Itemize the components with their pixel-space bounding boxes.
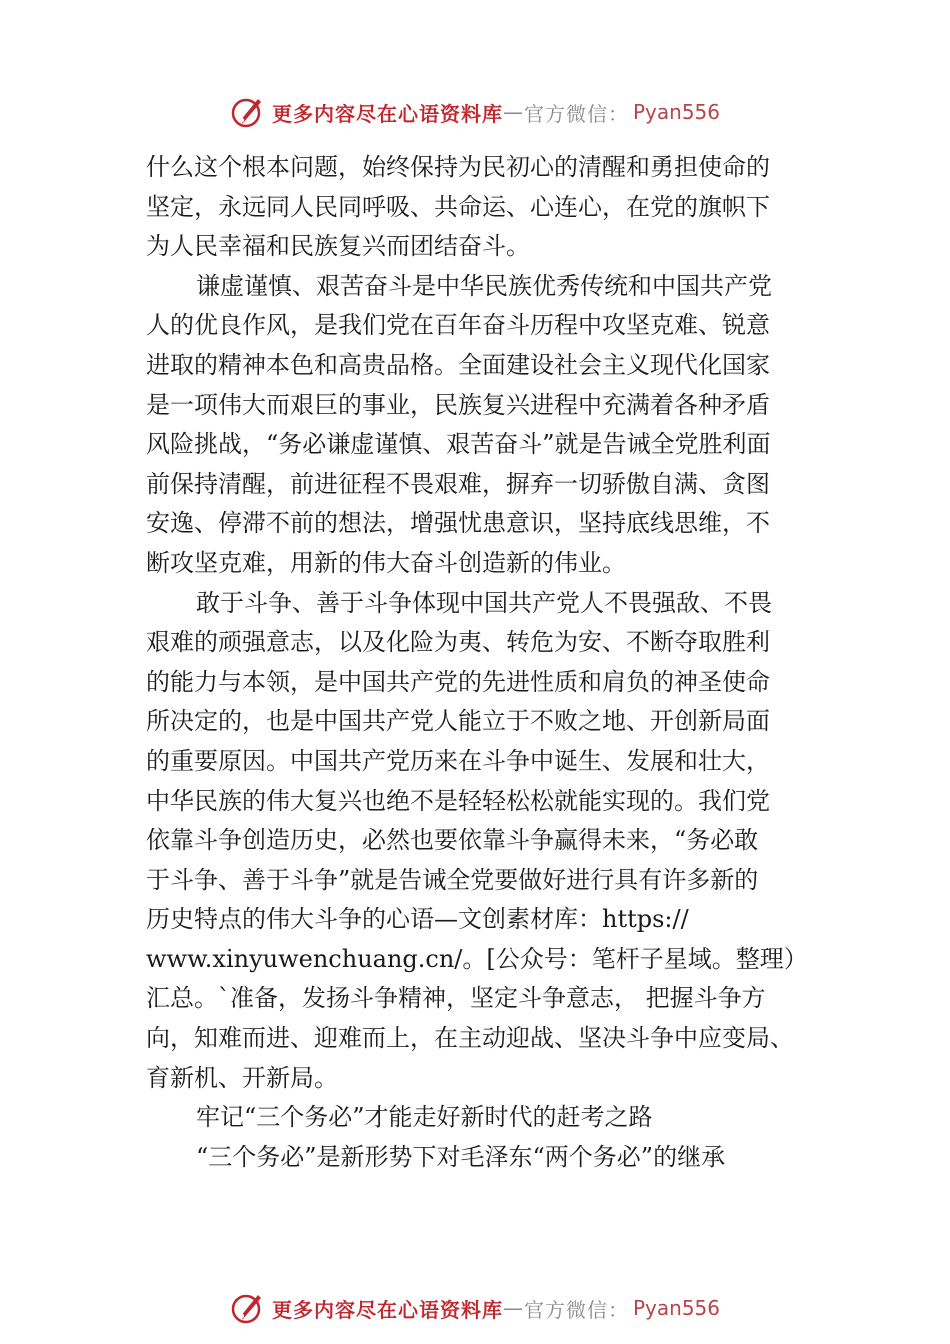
text-line: 安逸、停滞不前的想法，增强忧患意识，坚持底线思维，不 (146, 509, 770, 538)
text-line: “三个务必”是新形势下对毛泽东“两个务必”的继承 (196, 1142, 726, 1171)
banner-wechat-id: Pyan556 (632, 100, 720, 124)
text-line: 的重要原因。中国共产党历来在斗争中诞生、发展和壮大， (146, 746, 770, 775)
text-line: 艰难的顽强意志，以及化险为夷、转危为安、不断夺取胜利 (146, 628, 770, 657)
text-line: 敢于斗争、善于斗争体现中国共产党人不畏强敌、不畏 (196, 588, 772, 617)
text-line: 坚定，永远同人民同呼吸、共命运、心连心，在党的旗帜下 (146, 192, 770, 221)
text-line: 汇总。`准备，发扬斗争精神，坚定斗争意志， 把握斗争方 (146, 984, 766, 1013)
text-line: 人的优良作风，是我们党在百年奋斗历程中攻坚克难、锐意 (146, 311, 770, 340)
text-line: www.xinyuwenchuang.cn/。[公众号：笔杆子星域。整理） (146, 944, 808, 973)
text-line: 中华民族的伟大复兴也绝不是轻轻松松就能实现的。我们党 (146, 786, 770, 815)
text-line: 于斗争、善于斗争”就是告诫全党要做好进行具有许多新的 (146, 865, 759, 894)
pen-logo-icon (230, 94, 266, 130)
banner-wechat-id: Pyan556 (632, 1296, 720, 1320)
banner-brand: 更多内容尽在心语资料库 (271, 1297, 503, 1322)
document-body (146, 148, 836, 1177)
text-line: 牢记“三个务必”才能走好新时代的赶考之路 (196, 1103, 653, 1132)
text-line: 育新机、开新局。 (146, 1063, 338, 1092)
header-banner (0, 92, 950, 132)
text-line: 什么这个根本问题，始终保持为民初心的清醒和勇担使命的 (146, 153, 770, 181)
text-line: 为人民幸福和民族复兴而团结奋斗。 (146, 232, 530, 261)
text-line: 进取的精神本色和高贵品格。全面建设社会主义现代化国家 (146, 350, 770, 379)
text-line: 向，知难而进、迎难而上，在主动迎战、坚决斗争中应变局、 (146, 1024, 794, 1053)
banner-wechat-label: 官方微信： (523, 101, 629, 126)
text-line: 历史特点的伟大斗争的心语—文创素材库：https:// (146, 905, 689, 934)
banner-wechat-label: 官方微信： (523, 1297, 629, 1322)
banner-brand: 更多内容尽在心语资料库 (271, 101, 503, 126)
footer-banner (0, 1288, 950, 1328)
text-line: 风险挑战，“务必谦虚谨慎、艰苦奋斗”就是告诫全党胜利面 (146, 430, 771, 459)
banner-dash: — (502, 100, 524, 124)
text-line: 所决定的，也是中国共产党人能立于不败之地、开创新局面 (146, 707, 770, 736)
text-line: 谦虚谨慎、艰苦奋斗是中华民族优秀传统和中国共产党 (196, 271, 772, 300)
text-line: 前保持清醒，前进征程不畏艰难，摒弃一切骄傲自满、贪图 (146, 469, 770, 498)
banner-dash: — (502, 1296, 524, 1320)
text-line: 的能力与本领，是中国共产党的先进性质和肩负的神圣使命 (146, 667, 770, 696)
text-line: 是一项伟大而艰巨的事业，民族复兴进程中充满着各种矛盾 (146, 390, 770, 419)
text-line: 依靠斗争创造历史，必然也要依靠斗争赢得未来，“务必敢 (146, 826, 759, 855)
text-line: 断攻坚克难，用新的伟大奋斗创造新的伟业。 (146, 548, 626, 577)
pen-logo-icon (230, 1290, 266, 1326)
